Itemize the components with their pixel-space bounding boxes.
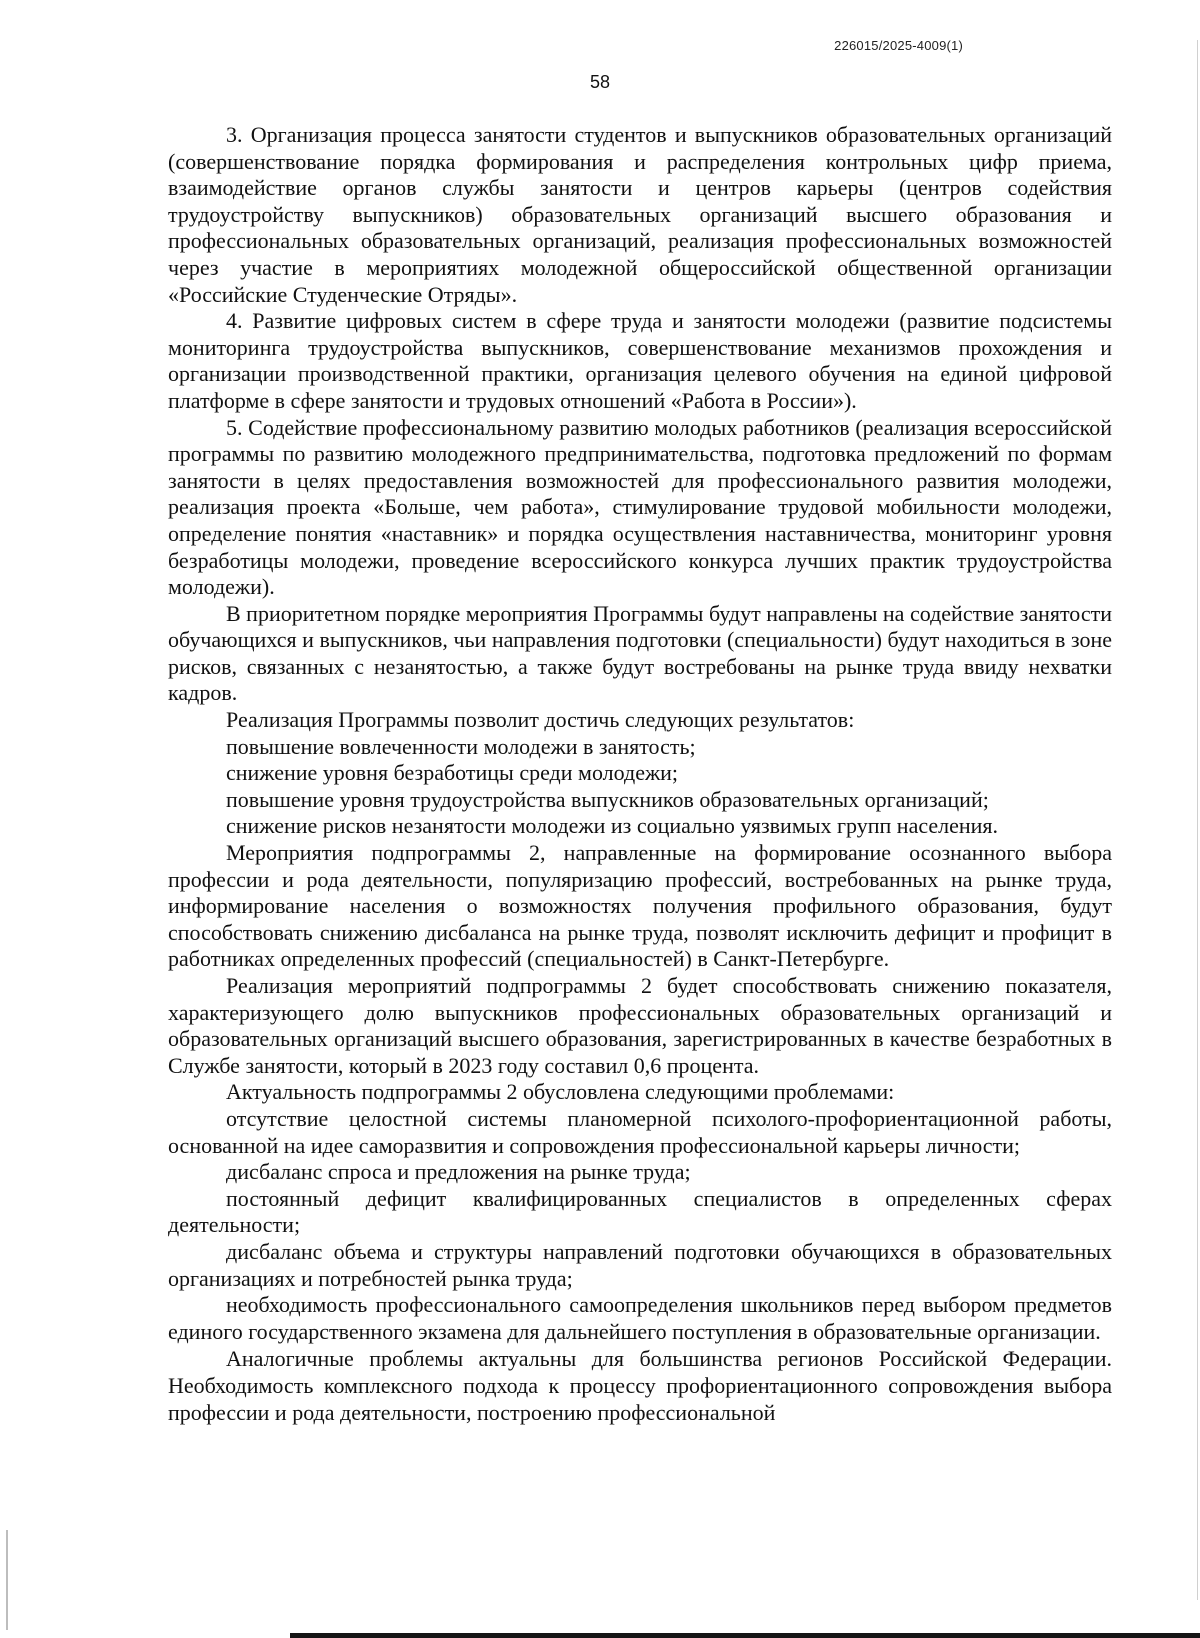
list-item: необходимость профессионального самоопределения школьников перед выбором предметов единого государственного экзамена для дальнейшего поступления в образовательные организации. xyxy=(168,1292,1112,1344)
paragraph: В приоритетном порядке мероприятия Программы будут направлены на содействие занятости обучающихся и выпускников, чьи направления подготовки (специальности) будут находиться в зоне рисков, связанных с незанятостью, а также будут востребованы на рынке труда ввиду нехватки кадров. xyxy=(168,600,1112,706)
list-item: постоянный дефицит квалифицированных специалистов в определенных сферах деятельности; xyxy=(168,1185,1112,1238)
paragraph: Реализация Программы позволит достичь следующих результатов: xyxy=(226,707,855,733)
list-item: дисбаланс объема и структуры направлений подготовки обучающихся в образовательных организациях и потребностей рынка труда; xyxy=(168,1238,1112,1291)
page-number: 58 xyxy=(589,72,611,92)
paragraph: 4. Развитие цифровых систем в сфере труда и занятости молодежи (развитие подсистемы мониторинга трудоустройства выпускников, совершенствование механизмов прохождения и организации производственной практики, организация целевого обучения на единой цифровой платформе в сфере занятости и трудовых отношений «Работа в России»). xyxy=(168,308,1112,413)
paragraph: 5. Содействие профессиональному развитию молодых работников (реализация всероссийской программы по развитию молодежного предпринимательства, подготовка предложений по формам занятости в целях предоставления возможностей для профессионального развития молодежи, реализация проекта «Больше, чем работа», стимулирование трудовой мобильности молодежи, определение понятия «наставник» и порядка осуществления наставничества, мониторинг уровня безработицы молодежи, проведение всероссийского конкурса лучших практик трудоустройства молодежи). xyxy=(168,414,1112,600)
paragraph: 3. Организация процесса занятости студентов и выпускников образовательных организаций (совершенствование порядка формирования и распределения контрольных цифр приема, взаимодействие органов службы занятости и центров карьеры (центров содействия трудоустройству выпускников) образовательных организаций высшего образования и профессиональных образовательных организаций, реализация профессиональных возможностей через участие в мероприятиях молодежной общероссийской общественной организации «Российские Студенческие Отряды». xyxy=(168,122,1112,307)
registration-number: 226015/2025-4009(1) xyxy=(834,38,963,53)
paragraph: Мероприятия подпрограммы 2, направленные на формирование осознанного выбора профессии и рода деятельности, популяризацию профессий, востребованных на рынке труда, информирование населения о возможностях получения профильного образования, будут способствовать снижению дисбаланса на рынке труда, позволят исключить дефицит и профицит в работниках определенных профессий (специальностей) в Санкт-Петербурге. xyxy=(168,840,1112,972)
list-item: повышение вовлеченности молодежи в занятость; xyxy=(226,733,696,759)
list-item: повышение уровня трудоустройства выпускников образовательных организаций; xyxy=(226,786,989,812)
document-body xyxy=(168,122,1112,1426)
paragraph: Реализация мероприятий подпрограммы 2 будет способствовать снижению показателя, характеризующего долю выпускников профессиональных образовательных организаций и образовательных организаций высшего образования, зарегистрированных в качестве безработных в Службе занятости, который в 2023 году составил 0,6 процента. xyxy=(168,973,1112,1078)
paragraph: Актуальность подпрограммы 2 обусловлена следующими проблемами: xyxy=(226,1079,895,1105)
list-item: дисбаланс спроса и предложения на рынке труда; xyxy=(226,1159,691,1185)
list-item: снижение уровня безработицы среди молодежи; xyxy=(226,760,679,786)
scan-edge-left xyxy=(6,1530,8,1630)
list-item: снижение рисков незанятости молодежи из социально уязвимых групп населения. xyxy=(226,813,999,839)
scan-edge-bottom xyxy=(290,1633,1200,1638)
list-item: отсутствие целостной системы планомерной психолого-профориентационной работы, основанной на идее саморазвития и сопровождения профессиональной карьеры личности; xyxy=(168,1105,1112,1158)
paragraph: Аналогичные проблемы актуальны для большинства регионов Российской Федерации. Необходимость комплексного подхода к процессу профориентационного сопровождения выбора профессии и рода деятельности, построению профессиональной xyxy=(168,1346,1112,1425)
scan-edge-right xyxy=(1197,40,1198,1600)
